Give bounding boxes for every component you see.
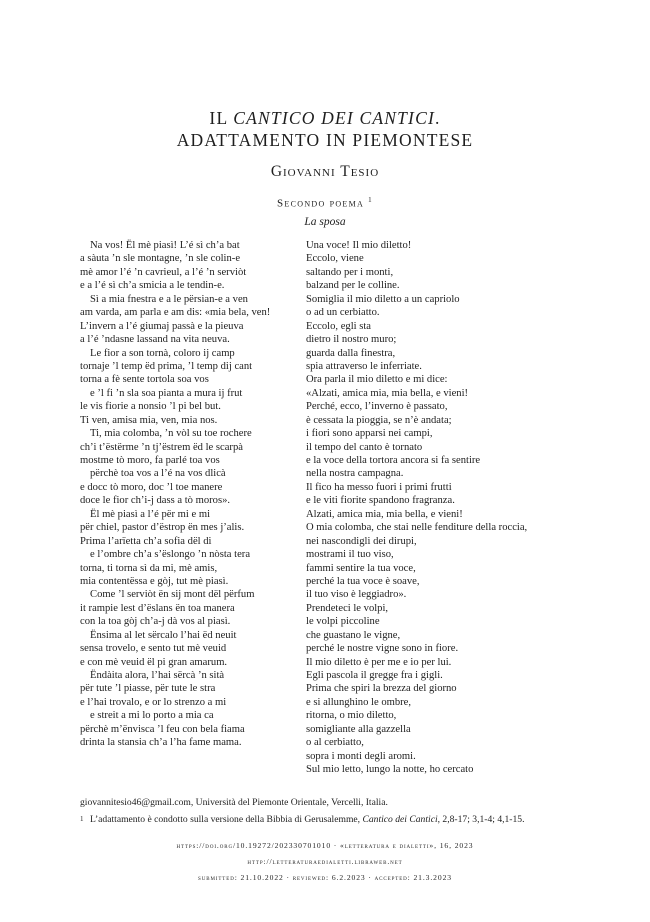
footnote-reference[interactable]: 1	[368, 196, 373, 204]
poem-line: tornaje ’l temp ëd prima, ’l temp dij cant	[80, 360, 253, 372]
translation-line: Perché, ecco, l’inverno è passato,	[306, 401, 448, 413]
piedmontese-text-column	[80, 239, 290, 750]
journal-url-line[interactable]: http://letteraturaedialetti.libraweb.net	[247, 857, 403, 866]
translation-line: Prendeteci le volpi,	[306, 602, 389, 614]
poem-line: a l’é ’ndasne lassand na vita neuva.	[80, 334, 230, 346]
poem-line: Prima l’arïetta ch’a sofia dël di	[80, 535, 212, 547]
title-line-2: ADATTAMENTO IN PIEMONTESE	[176, 130, 474, 150]
italian-text-column	[306, 239, 576, 777]
translation-line: e si allunghino le ombre,	[306, 696, 412, 708]
translation-line: Alzati, amica mia, mia bella, e vieni!	[306, 508, 463, 520]
poem-line: drinta la stansia ch’a l’ha fame mama.	[80, 737, 242, 749]
title-line-1	[0, 107, 650, 129]
poem-line: am varda, am parla e am dis: «mia bela, ven!	[80, 307, 271, 319]
poem-line: e con mè veuid ël pi gran amarum.	[80, 656, 228, 668]
poem-line: e streit a mi lo porto a mia ca	[90, 710, 214, 722]
doi-line[interactable]: https://doi.org/10.19272/202330701010 · «letteratura e dialetti», 16, 2023	[176, 841, 474, 850]
translation-line: Il fico ha messo fuori i primi frutti	[306, 481, 452, 493]
translation-line: «Alzati, amica mia, mia bella, e vieni!	[306, 387, 469, 399]
poem-line: Sì a mia fnestra e a le përsian-e a ven	[90, 293, 248, 305]
poem-line: Ti, mia colomba, ’n vòl su toe rochere	[90, 428, 252, 440]
translation-line: Prima che spiri la brezza del giorno	[306, 683, 457, 695]
poem-line: mia contentëssa e gòj, tut mè piasì.	[80, 575, 229, 587]
translation-line: che guastano le vigne,	[306, 629, 401, 641]
title-prefix: IL	[209, 108, 234, 128]
poem-line: e docc tò moro, doc ’l toe manere	[80, 481, 223, 493]
translation-line: le volpi piccoline	[306, 616, 380, 628]
translation-line: fammi sentire la tua voce,	[306, 562, 416, 574]
footnote-1	[80, 811, 580, 828]
translation-line: è cessata la pioggia, se n’è andata;	[306, 414, 452, 426]
poem-line: torna, ti torna sì da mi, mè amis,	[80, 562, 218, 574]
poem-line: e l’hai trovalo, e or lo strenzo a mi	[80, 696, 227, 708]
translation-line: perché la tua voce è soave,	[306, 575, 420, 587]
poem-line: ch’i t’ëstërme ’n tj’ëstrem ëd le scarpà	[80, 441, 243, 453]
poem-line: Ëndàita alora, l’hai sërcà ’n sità	[90, 670, 225, 681]
poem-line: sensa trovelo, e sento tut mè veuid	[80, 643, 227, 655]
poem-line: Na vos! Ël mè piasì! L’é sì ch’a bat	[90, 240, 240, 251]
footnotes	[80, 794, 580, 828]
poem-line: L’invern a l’é giumaj passà e la pieuva	[80, 320, 244, 332]
poem-line: le vis fiorie a nonsio ’l pi bel but.	[80, 401, 221, 413]
footnote-text-italic: Cantico dei Cantici	[362, 814, 438, 825]
section-label: Secondo poema	[277, 197, 365, 210]
speaker-label: La sposa	[304, 216, 346, 228]
translation-line: Eccolo, viene	[306, 253, 364, 265]
title-italic-work: CANTICO DEI CANTICI	[233, 108, 435, 128]
translation-line: ritorna, o mio diletto,	[306, 710, 397, 722]
poem-line: torna a fè sente tortola soa vos	[80, 374, 209, 386]
translation-line: spia attraverso le inferriate.	[306, 360, 422, 372]
poem-line: a sàuta ’n sle montagne, ’n sle colin-e	[80, 253, 241, 265]
poem-line: Le fior a son tornà, coloro ij camp	[90, 347, 235, 359]
poem-line: e l’ombre ch’a s’ëslongo ’n nòsta tera	[90, 549, 251, 561]
translation-line: il tuo viso è leggiadro».	[306, 589, 407, 601]
translation-line: e le viti fiorite spandono fragranza.	[306, 495, 455, 507]
poem-line: mè amor l’é ’n cavrieul, a l’é ’n serviòt	[80, 266, 247, 278]
poem-line: con la toa gòj ch’a-j dà vos al piasì.	[80, 616, 231, 628]
poem-line: për chiel, pastor d’ëstrop ën mes j’alis.	[80, 522, 245, 534]
translation-line: dietro il nostro muro;	[306, 334, 397, 346]
translation-line: il tempo del canto è tornato	[306, 441, 423, 453]
poem-line: për tute ’l piasse, për tute le stra	[80, 683, 216, 695]
translation-line: nella nostra campagna.	[306, 468, 404, 480]
footnote-number: 1	[80, 815, 84, 823]
translation-line: nei nascondigli dei dirupi,	[306, 535, 417, 547]
translation-line: Eccolo, egli sta	[306, 320, 372, 332]
translation-line: mostrami il tuo viso,	[306, 549, 394, 561]
translation-line: sopra i monti degli aromi.	[306, 750, 416, 762]
translation-line: Sul mio letto, lungo la notte, ho cercato	[306, 764, 474, 776]
translation-line: o al cerbiatto,	[306, 737, 364, 749]
poem-line: Ti ven, amisa mia, ven, mia nos.	[80, 414, 218, 426]
translation-line: Il mio diletto è per me e io per lui.	[306, 656, 452, 668]
translation-line: o ad un cerbiatto.	[306, 307, 380, 319]
poem-line: Come ’l serviòt ën sij mont dël përfum	[90, 589, 255, 601]
translation-line: Una voce! Il mio diletto!	[306, 240, 412, 251]
footnote-text-a: L’adattamento è condotto sulla versione della Bibbia di Gerusalemme,	[90, 814, 363, 825]
author-affiliation: giovannitesio46@gmail.com, Università del Piemonte Orientale, Vercelli, Italia.	[80, 797, 388, 808]
poem-line: it rampie lest d’ëslans ën toa manera	[80, 602, 235, 614]
poem-line: mostme tò moro, fa parlé toa vos	[80, 455, 220, 466]
footnote-text-b: , 2,8-17; 3,1-4; 4,1-15.	[437, 814, 525, 825]
article-title	[0, 107, 650, 151]
translation-line: e la voce della tortora ancora si fa sentire	[306, 455, 481, 466]
poem-line: doce le fior ch’i-j dass a tò moros».	[80, 495, 231, 507]
title-suffix: .	[434, 108, 441, 128]
poem-line: përchè m’ënvisca ’l feu con bela fiama	[80, 723, 245, 735]
translation-line: i fiori sono apparsi nei campi,	[306, 428, 433, 440]
translation-line: Somiglia il mio diletto a un capriolo	[306, 293, 460, 305]
poem-line: Ënsima al let sërcalo l’hai ëd neuit	[90, 629, 237, 641]
translation-line: guarda dalla finestra,	[306, 347, 396, 359]
translation-line: Ora parla il mio diletto e mi dice:	[306, 374, 448, 386]
poem-line: e ’l fi ’n sla soa pianta a mura ij frut	[90, 387, 243, 399]
translation-line: saltando per i monti,	[306, 266, 394, 278]
section-heading	[0, 196, 650, 210]
author-name: Giovanni Tesio	[270, 163, 380, 180]
translation-line: O mia colomba, che stai nelle fenditure della roccia,	[306, 522, 528, 534]
submission-dates-line: submitted: 21.10.2022 · reviewed: 6.2.2023 · accepted: 21.3.2023	[198, 873, 452, 882]
translation-line: balzand per le colline.	[306, 280, 400, 292]
poem-line: e a l’é sì ch’a smicia a le tendin-e.	[80, 280, 225, 292]
translation-line: perché le nostre vigne sono in fiore.	[306, 643, 459, 655]
translation-line: Egli pascola il gregge fra i gigli.	[306, 670, 443, 681]
poem-line: përchè toa vos a l’é na vos dlicà	[90, 468, 226, 480]
poem-line: Ël mè piasì a l’é për mi e mi	[90, 508, 211, 520]
translation-line: somigliante alla gazzella	[306, 723, 411, 735]
